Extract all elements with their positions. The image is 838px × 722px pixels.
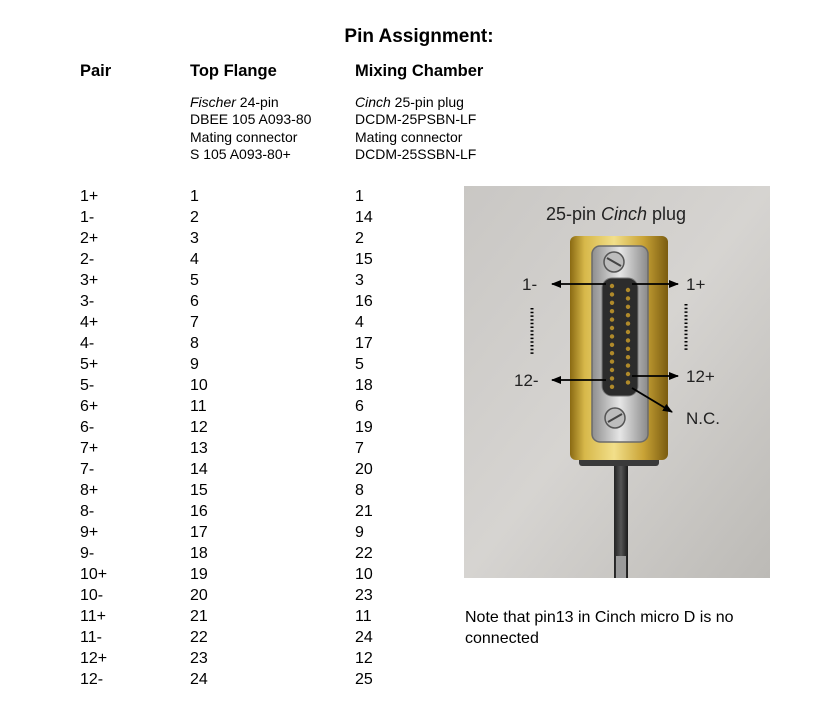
pin <box>626 338 630 342</box>
mix-desc-line3: Mating connector <box>355 128 463 145</box>
top-flange-pin-14: 14 <box>190 461 208 478</box>
pair-label-20: 10- <box>80 587 104 604</box>
pin <box>610 343 614 347</box>
mixing-chamber-pin-20: 23 <box>355 587 373 604</box>
top-flange-pin-24: 24 <box>190 671 208 688</box>
pin <box>626 288 630 292</box>
page-title: Pin Assignment: <box>344 26 494 47</box>
pin <box>626 380 630 384</box>
top-flange-pin-5: 5 <box>190 272 199 289</box>
pair-label-3: 2+ <box>80 230 99 247</box>
mixing-chamber-pin-17: 9 <box>355 524 364 541</box>
mixing-chamber-pin-2: 14 <box>355 209 373 226</box>
mixing-chamber-pin-14: 20 <box>355 461 373 478</box>
mixing-chamber-pin-11: 6 <box>355 398 364 415</box>
top-flange-pin-11: 11 <box>190 398 207 415</box>
pin <box>610 292 614 296</box>
top-flange-pin-7: 7 <box>190 314 199 331</box>
top-flange-pin-10: 10 <box>190 377 208 394</box>
pair-label-6: 3- <box>80 293 95 310</box>
connector-photo <box>464 186 770 578</box>
note-text: Note that pin13 in Cinch micro D is no connected <box>465 609 734 647</box>
pair-label-2: 1- <box>80 209 95 226</box>
top-brand: Fischer <box>190 94 236 110</box>
label-1-plus: 1+ <box>686 275 706 294</box>
pair-label-5: 3+ <box>80 272 99 289</box>
pin <box>626 372 630 376</box>
top-desc-line2: DBEE 105 A093-80 <box>190 111 312 128</box>
pair-label-12: 6- <box>80 419 95 436</box>
pair-label-4: 2- <box>80 251 95 268</box>
mixing-chamber-pin-23: 12 <box>355 650 373 667</box>
pair-label-13: 7+ <box>80 440 99 457</box>
pair-label-14: 7- <box>80 461 95 478</box>
mixing-chamber-pin-18: 22 <box>355 545 373 562</box>
pin <box>610 309 614 313</box>
mix-desc-line1: 25-pin plug <box>390 94 464 110</box>
pin <box>610 284 614 288</box>
pin <box>610 334 614 338</box>
pair-label-11: 6+ <box>80 398 99 415</box>
mixing-chamber-pin-21: 11 <box>355 608 372 625</box>
top-flange-pin-1: 1 <box>190 188 199 205</box>
top-flange-pin-4: 4 <box>190 251 199 268</box>
top-flange-pin-18: 18 <box>190 545 208 562</box>
cable-shield <box>616 556 626 578</box>
top-flange-pin-6: 6 <box>190 293 199 310</box>
pair-label-8: 4- <box>80 335 95 352</box>
pair-label-9: 5+ <box>80 356 99 373</box>
pair-label-15: 8+ <box>80 482 99 499</box>
mixing-chamber-pin-15: 8 <box>355 482 364 499</box>
mixing-chamber-pin-24: 25 <box>355 671 373 688</box>
pin <box>610 326 614 330</box>
pin <box>626 330 630 334</box>
pin <box>626 363 630 367</box>
mixing-chamber-pin-10: 18 <box>355 377 373 394</box>
pair-label-22: 11- <box>80 629 102 646</box>
top-desc-line3: Mating connector <box>190 128 298 145</box>
mixing-chamber-pin-19: 10 <box>355 566 373 583</box>
pair-label-1: 1+ <box>80 188 99 205</box>
mixing-chamber-pin-3: 2 <box>355 230 364 247</box>
pin <box>610 351 614 355</box>
top-flange-pin-3: 3 <box>190 230 199 247</box>
header-top-flange: Top Flange <box>190 62 277 80</box>
mixing-chamber-pin-12: 19 <box>355 419 373 436</box>
pair-label-16: 8- <box>80 503 95 520</box>
mixing-chamber-pin-6: 16 <box>355 293 373 310</box>
pair-label-7: 4+ <box>80 314 99 331</box>
label-12-plus: 12+ <box>686 367 715 386</box>
pair-label-19: 10+ <box>80 566 108 583</box>
top-desc-line1: 24-pin <box>235 94 279 110</box>
top-flange-pin-13: 13 <box>190 440 208 457</box>
header-pair: Pair <box>80 62 112 80</box>
mixing-chamber-pin-13: 7 <box>355 440 364 457</box>
mixing-chamber-description <box>355 94 476 163</box>
top-desc-line4: S 105 A093-80+ <box>190 145 291 162</box>
pair-label-18: 9- <box>80 545 95 562</box>
top-flange-pin-22: 22 <box>190 629 208 646</box>
pin <box>626 347 630 351</box>
top-flange-description <box>190 94 311 163</box>
pair-label-21: 11+ <box>80 608 106 625</box>
pair-label-24: 12- <box>80 671 104 688</box>
mixing-chamber-pin-8: 17 <box>355 335 373 352</box>
pin <box>610 359 614 363</box>
header-mixing-chamber: Mixing Chamber <box>355 62 484 80</box>
top-flange-pin-9: 9 <box>190 356 199 373</box>
top-flange-pin-19: 19 <box>190 566 208 583</box>
mixing-chamber-pin-4: 15 <box>355 251 373 268</box>
pin-socket <box>602 278 638 396</box>
top-flange-pin-2: 2 <box>190 209 199 226</box>
mixing-chamber-pin-9: 5 <box>355 356 364 373</box>
mix-desc-line4: DCDM-25SSBN-LF <box>355 145 477 162</box>
pin <box>610 301 614 305</box>
top-flange-column <box>190 186 208 690</box>
mixing-chamber-pin-22: 24 <box>355 629 373 646</box>
top-flange-pin-20: 20 <box>190 587 208 604</box>
label-nc: N.C. <box>686 409 720 428</box>
photo-caption: 25-pin Cinch plug <box>545 204 687 224</box>
pin <box>610 368 614 372</box>
mix-brand: Cinch <box>355 94 391 110</box>
pin <box>610 385 614 389</box>
mixing-chamber-pin-16: 21 <box>355 503 373 520</box>
mixing-chamber-column <box>355 186 373 690</box>
top-flange-pin-23: 23 <box>190 650 208 667</box>
top-flange-pin-8: 8 <box>190 335 199 352</box>
top-flange-pin-17: 17 <box>190 524 208 541</box>
pin <box>626 313 630 317</box>
pair-label-23: 12+ <box>80 650 108 667</box>
mixing-chamber-pin-1: 1 <box>355 188 364 205</box>
top-flange-pin-16: 16 <box>190 503 208 520</box>
label-12-minus: 12- <box>514 371 539 390</box>
pin <box>626 305 630 309</box>
pin <box>610 317 614 321</box>
top-flange-pin-15: 15 <box>190 482 208 499</box>
pin <box>610 376 614 380</box>
pair-label-17: 9+ <box>80 524 99 541</box>
pin <box>626 321 630 325</box>
top-flange-pin-21: 21 <box>190 608 208 625</box>
pin <box>626 355 630 359</box>
mix-desc-line2: DCDM-25PSBN-LF <box>355 111 477 128</box>
mixing-chamber-pin-7: 4 <box>355 314 364 331</box>
label-1-minus: 1- <box>522 275 538 294</box>
pin <box>626 296 630 300</box>
top-flange-pin-12: 12 <box>190 419 208 436</box>
mixing-chamber-pin-5: 3 <box>355 272 364 289</box>
pair-label-10: 5- <box>80 377 95 394</box>
pair-column <box>80 186 107 690</box>
